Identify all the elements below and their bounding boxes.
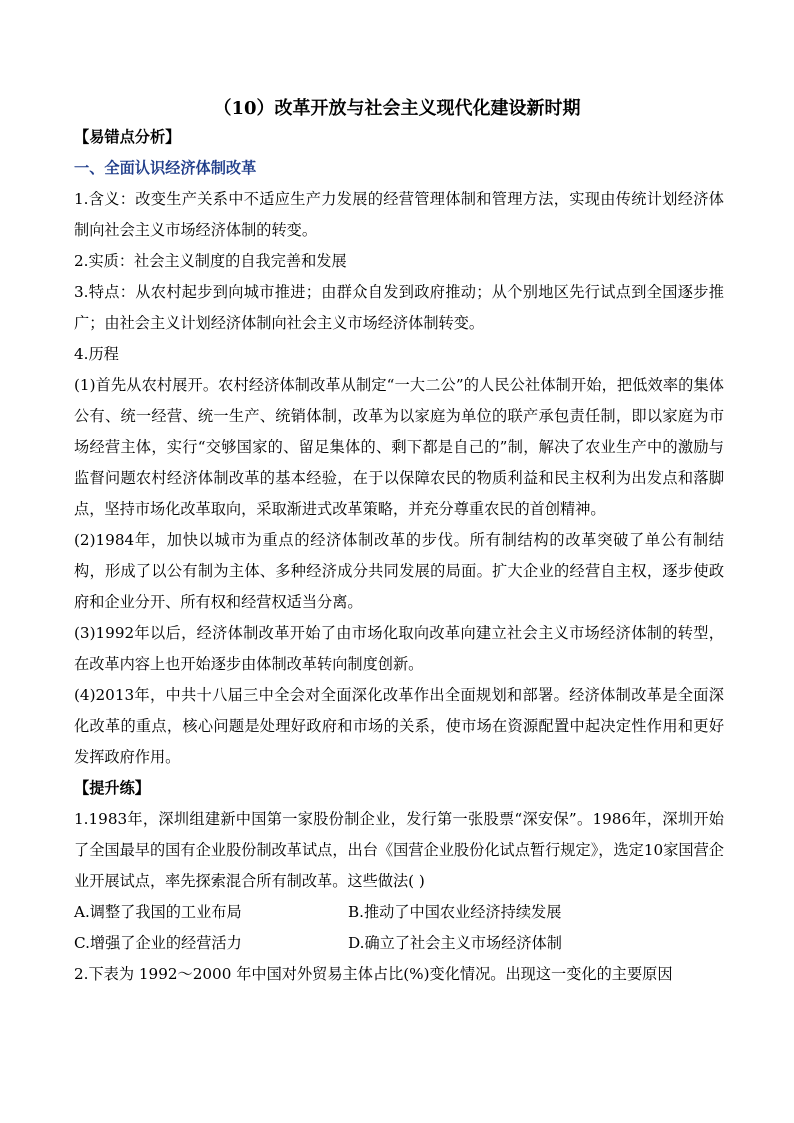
paragraph-definition: 1.含义：改变生产关系中不适应生产力发展的经营管理体制和管理方法，实现由传统计划经济体制向社会主义市场经济体制的转变。 [74,190,724,239]
paragraph-features: 3.特点：从农村起步到向城市推进；由群众自发到政府推动；从个别地区先行试点到全国逐步推广；由社会主义计划经济体制向社会主义市场经济体制转变。 [74,283,724,332]
question-1-option-d: D.确立了社会主义市场经济体制 [348,934,562,952]
question-2-stem: 2.下表为 1992～2000 年中国对外贸易主体占比(%)变化情况。出现这一变化的主要原因 [74,965,673,983]
question-1-option-b: B.推动了中国农业经济持续发展 [348,903,562,921]
document-body [74,122,724,990]
question-1-option-c: C.增强了企业的经营活力 [74,934,242,952]
question-1-option-a: A.调整了我国的工业布局 [74,903,242,921]
paragraph-urban-reform: (2)1984年，加快以城市为重点的经济体制改革的步伐。所有制结构的改革突破了单公有制结构，形成了以公有制为主体、多种经济成分共同发展的局面。扩大企业的经营自主权，逐步使政府和企业分开、所有权和经营权适当分离。 [74,531,724,611]
paragraph-history-label: 4.历程 [74,345,119,363]
paragraph-essence: 2.实质：社会主义制度的自我完善和发展 [74,252,347,270]
question-1-stem: 1.1983年，深圳组建新中国第一家股份制企业，发行第一张股票“深安保”。1986年，深圳开始了全国最早的国有企业股份制改革试点，出台《国营企业股份化试点暂行规定》，选定10家国营企业开展试点，率先探索混合所有制改革。这些做法( ) [74,810,724,890]
page-title: （10）改革开放与社会主义现代化建设新时期 [213,98,581,119]
question-1-options-row-1 [74,897,724,928]
paragraph-rural-reform: (1)首先从农村展开。农村经济体制改革从制定“一大二公”的人民公社体制开始，把低效率的集体公有、统一经营、统一生产、统销体制，改革为以家庭为单位的联产承包责任制，即以家庭为市场经营主体，实行“交够国家的、留足集体的、剩下都是自己的”制，解决了农业生产中的激励与监督问题农村经济体制改革的基本经验，在于以保障农民的物质利益和民主权利为出发点和落脚点，坚持市场化改革取向，采取渐进式改革策略，并充分尊重农民的首创精神。 [74,376,724,518]
practice-heading: 【提升练】 [74,779,150,797]
section-heading-economic-reform: 一、全面认识经济体制改革 [74,159,257,177]
paragraph-2013-reform: (4)2013年，中共十八届三中全会对全面深化改革作出全面规划和部署。经济体制改革是全面深化改革的重点，核心问题是处理好政府和市场的关系，使市场在资源配置中起决定性作用和更好发挥政府作用。 [74,686,724,766]
paragraph-1992-reform: (3)1992年以后，经济体制改革开始了由市场化取向改革向建立社会主义市场经济体制的转型，在改革内容上也开始逐步由体制改革转向制度创新。 [74,624,724,673]
analysis-heading: 【易错点分析】 [74,128,181,146]
question-1-options-row-2 [74,928,724,959]
